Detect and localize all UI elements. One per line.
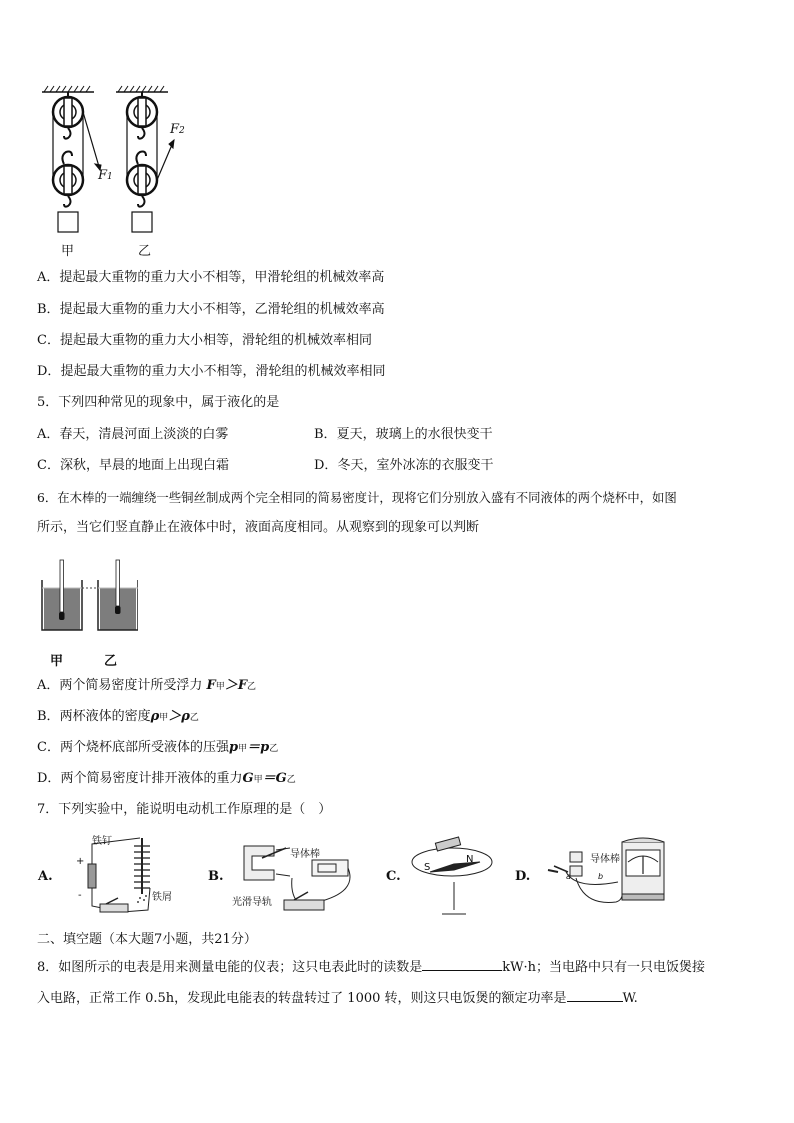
label-conductor-rod-d: 导体棒 bbox=[590, 854, 620, 865]
q5-option-c: C．深秋，早晨的地面上出现白霜 bbox=[37, 458, 229, 473]
figure-electromagnet bbox=[62, 832, 172, 918]
q7-letter-a: A. bbox=[38, 869, 53, 884]
q7-stem: 7．下列实验中，能说明电动机工作原理的是（ ） bbox=[37, 802, 332, 817]
q8-line1: 8．如图所示的电表是用来测量电能的仪表；这只电表此时的读数是 kW·h；当电路中只有一只电饭煲接 bbox=[37, 960, 706, 975]
force-f2-label: F2 bbox=[170, 122, 185, 137]
q6-option-b: B．两杯液体的密度ρ甲＞ρ乙 bbox=[37, 709, 199, 724]
pulley-yi bbox=[127, 92, 174, 232]
ceiling-jia bbox=[42, 86, 94, 92]
q6-stem-line1: 6．在木棒的一端缠绕一些铜丝制成两个完全相同的简易密度计，现将它们分别放入盛有不同液体的两个烧杯中，如图 bbox=[37, 490, 677, 505]
q6-option-c: C．两个烧杯底部所受液体的压强p甲＝p乙 bbox=[37, 740, 279, 755]
force-f1-label: F1 bbox=[98, 168, 113, 183]
q6-stem-line2: 所示，当它们竖直静止在液体中时，液面高度相同。从观察到的现象可以判断 bbox=[37, 520, 480, 535]
q6-option-d: D．两个简易密度计排开液体的重力G甲＝G乙 bbox=[37, 771, 296, 786]
q5-option-d: D．冬天，室外冰冻的衣服变干 bbox=[314, 458, 494, 473]
q8-blank-power[interactable] bbox=[567, 989, 623, 1002]
pulley-label-yi: 乙 bbox=[138, 244, 152, 259]
q4-option-d: D．提起最大重物的重力大小不相等，滑轮组的机械效率相同 bbox=[37, 364, 386, 379]
ceiling-yi bbox=[116, 86, 168, 92]
section-title-fill-blank: 二、填空题（本大题7小题，共21分） bbox=[37, 932, 257, 947]
figure-generator-galvanometer bbox=[540, 836, 670, 912]
q6-option-a: A．两个简易密度计所受浮力 F甲＞F乙 bbox=[37, 678, 257, 693]
label-south: S bbox=[424, 862, 431, 873]
label-conductor-rod-b: 导体棒 bbox=[290, 849, 320, 860]
q4-option-a: A．提起最大重物的重力大小不相等，甲滑轮组的机械效率高 bbox=[37, 270, 385, 285]
q5-option-a: A．春天，清晨河面上淡淡的白雾 bbox=[37, 427, 229, 442]
q4-option-c: C．提起最大重物的重力大小相等，滑轮组的机械效率相同 bbox=[37, 333, 372, 348]
pulley-jia bbox=[53, 92, 101, 232]
beaker-label-jia: 甲 bbox=[50, 654, 64, 669]
label-point-b: b bbox=[598, 872, 604, 881]
q7-letter-c: C. bbox=[386, 869, 401, 884]
q8-blank-reading[interactable] bbox=[422, 958, 502, 971]
label-point-a: a bbox=[566, 872, 571, 881]
q5-option-b: B．夏天，玻璃上的水很快变干 bbox=[314, 427, 493, 442]
q7-letter-b: B. bbox=[208, 869, 224, 884]
figure-compass-wire bbox=[410, 834, 494, 918]
beaker-yi bbox=[98, 560, 138, 630]
beaker-figure bbox=[38, 558, 138, 640]
beaker-label-yi: 乙 bbox=[104, 654, 118, 669]
label-plus: + bbox=[76, 856, 85, 867]
beaker-jia bbox=[42, 560, 82, 630]
label-minus: - bbox=[78, 890, 82, 901]
q4-option-b: B．提起最大重物的重力大小不相等，乙滑轮组的机械效率高 bbox=[37, 302, 385, 317]
q5-stem: 5．下列四种常见的现象中，属于液化的是 bbox=[37, 395, 280, 410]
pulley-figure bbox=[36, 84, 206, 256]
label-filings: 铁屑 bbox=[152, 892, 172, 903]
label-north: N bbox=[466, 854, 474, 865]
q7-letter-d: D. bbox=[515, 869, 531, 884]
pulley-label-jia: 甲 bbox=[61, 244, 75, 259]
q8-line2: 入电路，正常工作 0.5h，发现此电能表的转盘转过了 1000 转，则这只电饭煲的额定功率是 W. bbox=[37, 991, 638, 1006]
label-nail: 铁钉 bbox=[92, 836, 112, 847]
label-smooth-rails: 光滑导轨 bbox=[232, 897, 272, 908]
